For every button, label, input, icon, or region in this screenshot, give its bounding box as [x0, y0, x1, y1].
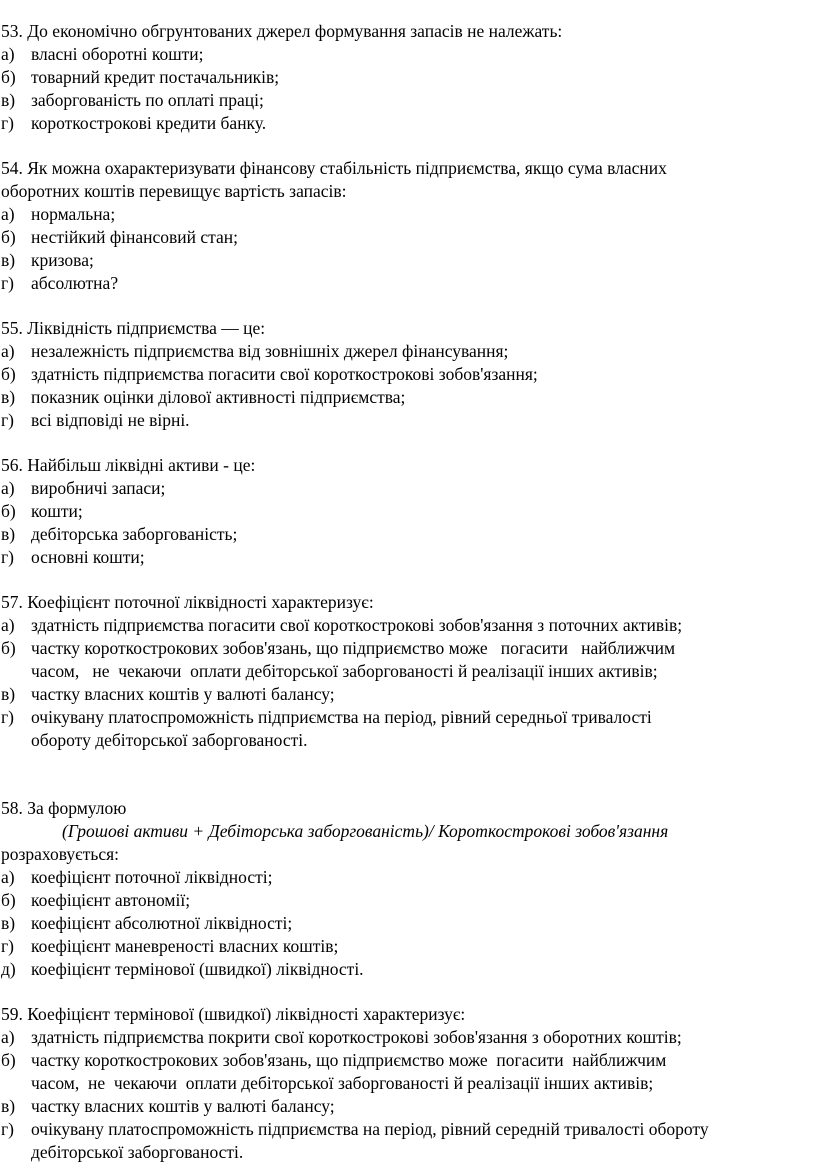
- question-58: [0, 797, 816, 981]
- question-54: [0, 157, 816, 295]
- option-text: короткострокові кредити банку.: [31, 113, 267, 133]
- option-text: товарний кредит постачальників;: [31, 67, 280, 87]
- question-56: [0, 454, 816, 569]
- option-label: а): [1, 44, 15, 64]
- option-c: [0, 523, 816, 546]
- option-label: д): [1, 959, 16, 979]
- option-b-continued: часом, не чекаючи оплати дебіторської заборгованості й реалізації інших активів;: [31, 1073, 654, 1093]
- question-text-continued: розраховується:: [1, 844, 119, 864]
- option-text: коефіцієнт автономії;: [31, 890, 191, 910]
- option-text: частку власних коштів у валюті балансу;: [31, 684, 335, 704]
- option-label: в): [1, 250, 16, 270]
- option-text: заборгованість по оплаті праці;: [31, 90, 264, 110]
- option-label: б): [1, 67, 16, 87]
- option-d: [0, 546, 816, 569]
- option-c: [0, 912, 816, 935]
- question-59: [0, 1003, 816, 1164]
- option-c: [0, 249, 816, 272]
- question-55: [0, 317, 816, 432]
- option-text: абсолютна?: [31, 273, 119, 293]
- option-label: а): [1, 1027, 15, 1047]
- option-b: [0, 500, 816, 523]
- question-text: 58. За формулою: [1, 798, 127, 818]
- option-c: [0, 683, 816, 706]
- option-text: коефіцієнт поточної ліквідності;: [31, 867, 273, 887]
- option-label: в): [1, 387, 16, 407]
- option-text: власні оборотні кошти;: [31, 44, 204, 64]
- option-label: б): [1, 890, 16, 910]
- option-text: здатність підприємства погасити свої короткострокові зобов'язання з поточних активів;: [31, 615, 683, 635]
- option-text: кризова;: [31, 250, 94, 270]
- option-text: незалежність підприємства від зовнішніх джерел фінансування;: [31, 341, 509, 361]
- option-text: частку короткострокових зобов'язань, що підприємство може погасити найближчим: [31, 638, 676, 658]
- option-a: [0, 614, 816, 637]
- option-d: [0, 272, 816, 295]
- option-label: г): [1, 1119, 15, 1139]
- option-label: г): [1, 410, 15, 430]
- option-label: а): [1, 615, 15, 635]
- option-label: в): [1, 684, 16, 704]
- option-label: в): [1, 90, 16, 110]
- option-b: [0, 1049, 816, 1072]
- question-text: 53. До економічно обгрунтованих джерел формування запасів не належать:: [1, 21, 563, 41]
- option-c: [0, 1095, 816, 1118]
- option-b: [0, 889, 816, 912]
- option-e: [0, 958, 816, 981]
- formula: (Грошові активи + Дебіторська заборгованість)/ Короткострокові зобов'язання: [62, 821, 669, 841]
- option-text: всі відповіді не вірні.: [31, 410, 190, 430]
- option-label: в): [1, 524, 16, 544]
- option-label: в): [1, 1096, 16, 1116]
- option-d-continued: дебіторської заборгованості.: [31, 1142, 244, 1162]
- option-d: [0, 706, 816, 729]
- option-a: [0, 43, 816, 66]
- option-text: виробничі запаси;: [31, 478, 166, 498]
- option-d-continued: обороту дебіторської заборгованості.: [31, 730, 308, 750]
- option-label: в): [1, 913, 16, 933]
- option-label: а): [1, 341, 15, 361]
- option-a: [0, 340, 816, 363]
- option-d: [0, 112, 816, 135]
- option-a: [0, 1026, 816, 1049]
- option-label: а): [1, 867, 15, 887]
- question-text: 56. Найбільш ліквідні активи - це:: [1, 455, 256, 475]
- option-text: кошти;: [31, 501, 83, 521]
- question-text: 55. Ліквідність підприємства — це:: [1, 318, 266, 338]
- option-label: г): [1, 936, 15, 956]
- option-c: [0, 89, 816, 112]
- option-label: б): [1, 638, 16, 658]
- option-text: показник оцінки ділової активності підприємства;: [31, 387, 406, 407]
- option-label: г): [1, 273, 15, 293]
- option-b: [0, 66, 816, 89]
- option-a: [0, 866, 816, 889]
- option-d: [0, 1118, 816, 1141]
- option-text: коефіцієнт термінової (швидкої) ліквідності.: [31, 959, 364, 979]
- option-text: дебіторська заборгованість;: [31, 524, 238, 544]
- option-a: [0, 203, 816, 226]
- option-text: частку короткострокових зобов'язань, що підприємство може погасити найближчим: [31, 1050, 667, 1070]
- option-label: а): [1, 478, 15, 498]
- question-text: 59. Коефіцієнт термінової (швидкої) ліквідності характеризує:: [1, 1004, 466, 1024]
- option-text: нормальна;: [31, 204, 116, 224]
- question-text: 57. Коефіцієнт поточної ліквідності характеризує:: [1, 592, 374, 612]
- option-label: г): [1, 113, 15, 133]
- option-label: б): [1, 364, 16, 384]
- question-text: 54. Як можна охарактеризувати фінансову стабільність підприємства, якщо сума власних: [1, 158, 667, 178]
- option-text: коефіцієнт маневреності власних коштів;: [31, 936, 339, 956]
- option-b: [0, 226, 816, 249]
- question-57: [0, 591, 816, 752]
- option-text: очікувану платоспроможність підприємства на період, рівний середній тривалості обороту: [31, 1119, 709, 1139]
- option-c: [0, 386, 816, 409]
- option-text: нестійкий фінансовий стан;: [31, 227, 239, 247]
- option-label: б): [1, 501, 16, 521]
- option-text: коефіцієнт абсолютної ліквідності;: [31, 913, 293, 933]
- option-b-continued: часом, не чекаючи оплати дебіторської заборгованості й реалізації інших активів;: [31, 661, 658, 681]
- option-a: [0, 477, 816, 500]
- option-text: основні кошти;: [31, 547, 145, 567]
- option-label: г): [1, 707, 15, 727]
- option-text: здатність підприємства погасити свої короткострокові зобов'язання;: [31, 364, 538, 384]
- option-text: очікувану платоспроможність підприємства на період, рівний середньої тривалості: [31, 707, 652, 727]
- question-text-continued: оборотних коштів перевищує вартість запасів:: [1, 181, 347, 201]
- option-b: [0, 637, 816, 660]
- document-page: [0, 20, 816, 1164]
- option-label: а): [1, 204, 15, 224]
- option-label: б): [1, 227, 16, 247]
- option-label: б): [1, 1050, 16, 1070]
- option-d: [0, 409, 816, 432]
- question-53: [0, 20, 816, 135]
- option-d: [0, 935, 816, 958]
- option-label: г): [1, 547, 15, 567]
- option-text: здатність підприємства покрити свої короткострокові зобов'язання з оборотних коштів;: [31, 1027, 682, 1047]
- option-b: [0, 363, 816, 386]
- option-text: частку власних коштів у валюті балансу;: [31, 1096, 335, 1116]
